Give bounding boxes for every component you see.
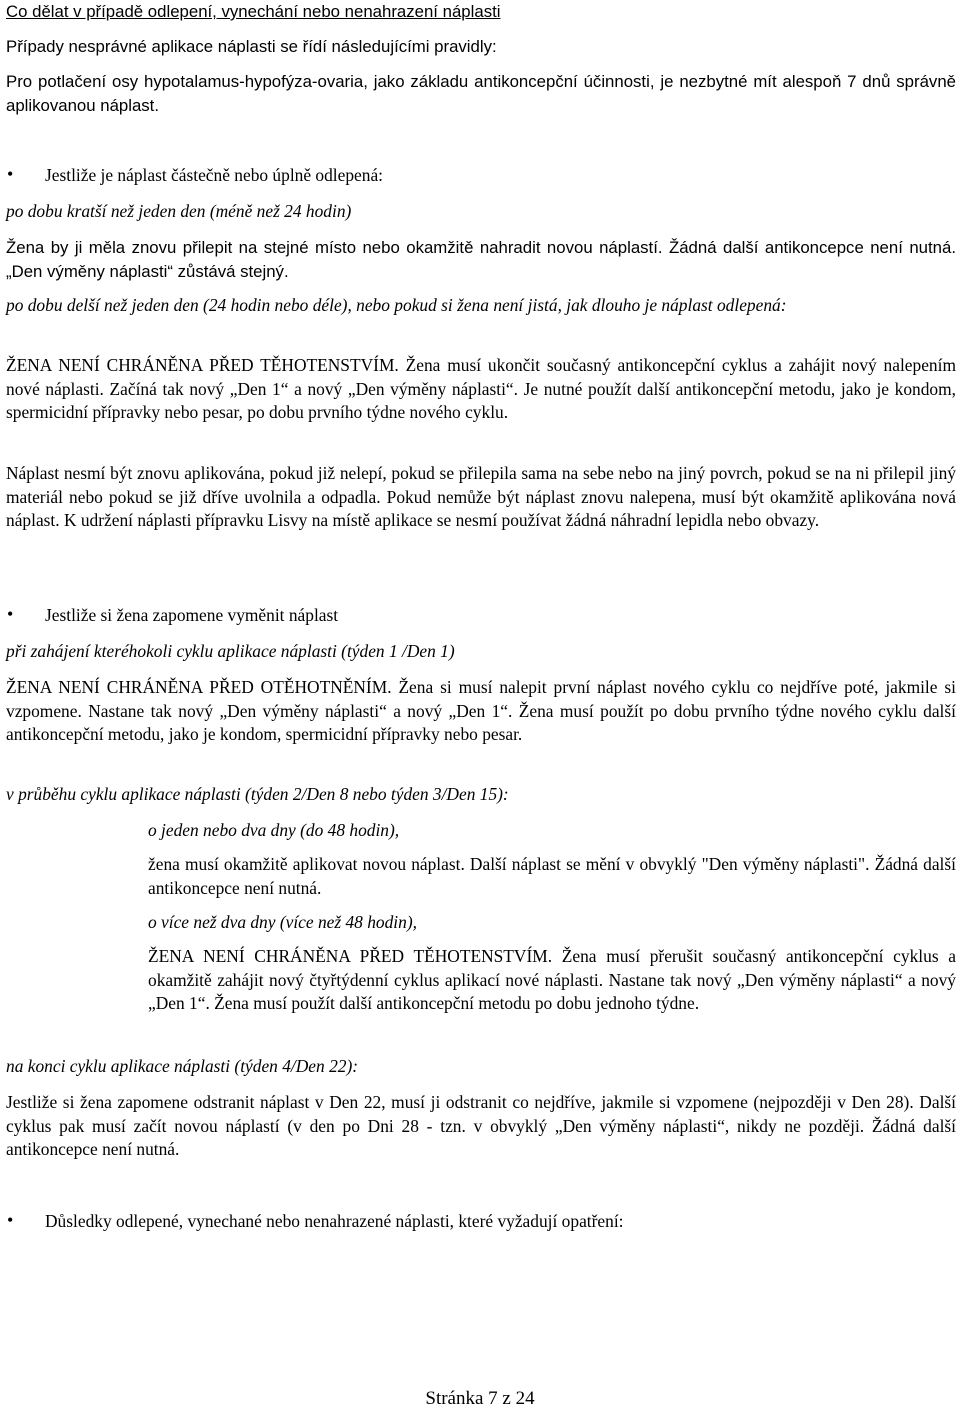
s1-paragraph-3: Náplast nesmí být znovu aplikována, pokud již nelepí, pokud se přilepila sama na sebe nebo na jiný povrch, pokud se na ni přilepil jiný materiál nebo pokud se již dříve uvolnila a odpadla. Pokud nemůže být náplast znovu nalepena, musí být okamžitě aplikována nová náplast. K udržení náplasti přípravku Lisvy na místě aplikace se nesmí používat žádná náhradní lepidla nebo obvazy. — [6, 463, 956, 530]
page-number: Stránka 7 z 24 — [425, 1388, 535, 1409]
s2-sub2b: o více než dva dny (více než 48 hodin), — [148, 912, 417, 932]
bullet-icon: • — [7, 1210, 14, 1230]
s1-paragraph-1: Žena by ji měla znovu přilepit na stejné místo nebo okamžitě nahradit novou náplastí. Žádná další antikoncepce není nutná. „Den výměny náplasti“ zůstává stejný. — [6, 238, 956, 281]
intro-paragraph: Případy nesprávné aplikace náplasti se řídí následujícími pravidly: — [6, 37, 497, 56]
s1-sub1: po dobu kratší než jeden den (méně než 24 hodin) — [6, 201, 352, 221]
s1-sub2: po dobu delší než jeden den (24 hodin nebo déle), nebo pokud si žena není jistá, jak dlouho je náplast odlepená: — [6, 295, 787, 315]
bullet-icon: • — [7, 604, 14, 624]
bullet-icon: • — [7, 164, 14, 184]
s1-paragraph-2: ŽENA NENÍ CHRÁNĚNA PŘED TĚHOTENSTVÍM. Žena musí ukončit současný antikoncepční cyklus a zahájit nový nalepením nové náplasti. Začíná tak nový „Den 1“ a nový „Den výměny náplasti“. Je nutné použít další antikoncepční metodu, jako je kondom, spermicidní přípravky nebo pesar, po dobu prvního týdne nového cyklu. — [6, 355, 956, 422]
s2-paragraph-3: Jestliže si žena zapomene odstranit náplast v Den 22, musí ji odstranit co nejdříve, jakmile si vzpomene (nejpozději v Den 28). Další cyklus pak musí začít novou náplastí (v den po Dni 28 - tzn. v obvyklý „Den výměny náplasti“, nikdy ne později. Žádná další antikoncepce není nutná. — [6, 1092, 956, 1159]
s3-heading: Důsledky odlepené, vynechané nebo nenahrazené náplasti, které vyžadují opatření: — [45, 1211, 624, 1231]
s2-sub2: v průběhu cyklu aplikace náplasti (týden 2/Den 8 nebo týden 3/Den 15): — [6, 784, 509, 804]
s2-heading: Jestliže si žena zapomene vyměnit náplast — [45, 605, 339, 625]
s2-paragraph-2a: žena musí okamžitě aplikovat novou náplast. Další náplast se mění v obvyklý "Den výměny náplasti". Žádná další antikoncepce není nutná. — [148, 854, 956, 898]
intro2-paragraph: Pro potlačení osy hypotalamus-hypofýza-ovaria, jako základu antikoncepční účinnosti, je nezbytné mít alespoň 7 dnů správně aplikovanou náplast. — [6, 72, 956, 115]
s2-sub3: na konci cyklu aplikace náplasti (týden 4/Den 22): — [6, 1056, 359, 1076]
s2-paragraph-2b: ŽENA NENÍ CHRÁNĚNA PŘED TĚHOTENSTVÍM. Žena musí přerušit současný antikoncepční cyklus a okamžitě zahájit nový čtyřtýdenní cyklus aplikací nové náplasti. Nastane tak nový „Den výměny náplasti“ a nový „Den 1“. Žena musí použít další antikoncepční metodu po dobu jednoho týdne. — [148, 946, 956, 1013]
s2-sub2a: o jeden nebo dva dny (do 48 hodin), — [148, 820, 400, 840]
section-title: Co dělat v případě odlepení, vynechání nebo nenahrazení náplasti — [6, 2, 501, 21]
s2-paragraph-1: ŽENA NENÍ CHRÁNĚNA PŘED OTĚHOTNĚNÍM. Žena si musí nalepit první náplast nového cyklu co nejdříve poté, jakmile si vzpomene. Nastane tak nový „Den výměny náplasti“ a nový „Den 1“. Žena musí použít po dobu prvního týdne nového cyklu další antikoncepční metodu, jako je kondom, spermicidní přípravky nebo pesar. — [6, 677, 956, 744]
s2-sub1: při zahájení kteréhokoli cyklu aplikace náplasti (týden 1 /Den 1) — [6, 641, 455, 661]
s1-heading: Jestliže je náplast částečně nebo úplně odlepená: — [45, 165, 384, 185]
